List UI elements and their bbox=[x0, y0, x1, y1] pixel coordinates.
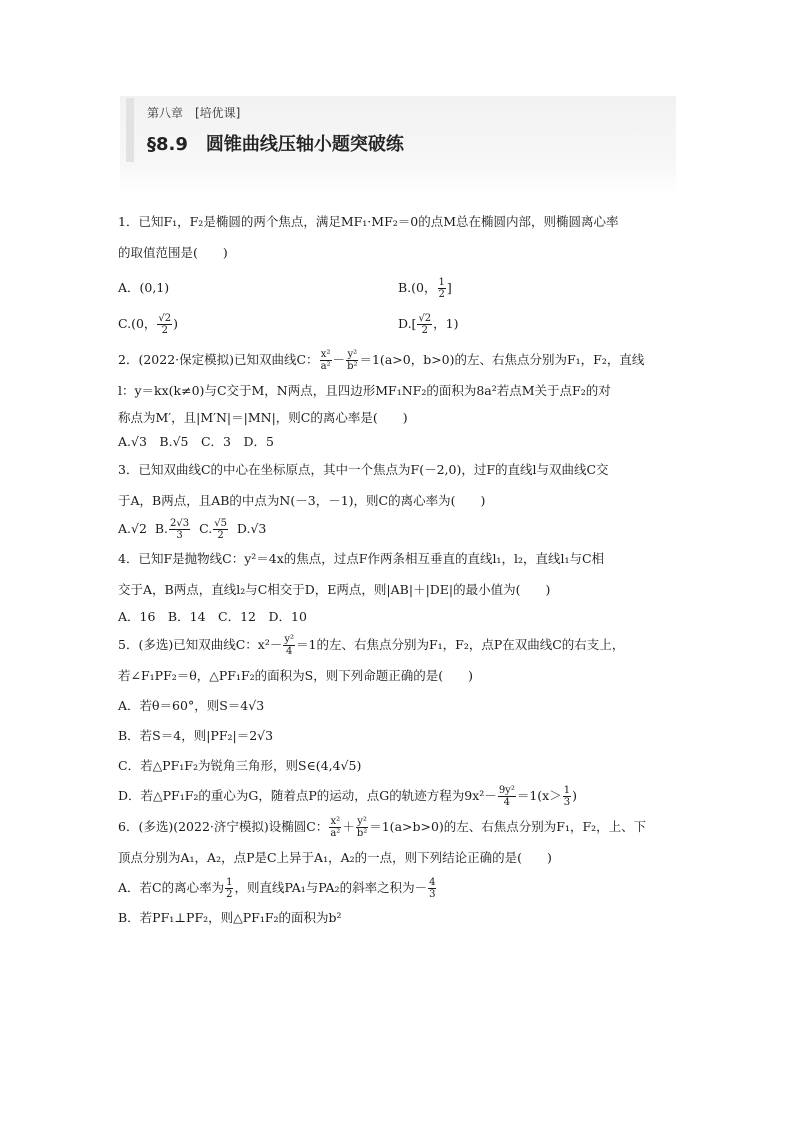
fraction-denominator: 3 bbox=[176, 530, 183, 541]
fraction-denominator: b² bbox=[356, 828, 368, 839]
option-d-suffix: ) bbox=[572, 788, 577, 803]
question-1-options bbox=[118, 270, 678, 342]
question-2 bbox=[118, 346, 678, 452]
fraction-denominator: 4 bbox=[285, 646, 293, 657]
option-c-prefix: C.(0， bbox=[118, 316, 157, 331]
question-4 bbox=[118, 545, 678, 627]
fraction-numerator: 4 bbox=[429, 877, 436, 888]
question-2-stem-suffix: ＝1(a>0，b>0)的左、右焦点分别为F₁，F₂，直线 bbox=[359, 352, 645, 367]
fraction-y2-b2 bbox=[356, 816, 368, 839]
fraction-1-3 bbox=[563, 785, 571, 808]
fraction-numerator: y² bbox=[284, 634, 295, 645]
option-a: A.√2 bbox=[118, 521, 147, 536]
question-5-stem-line-1 bbox=[118, 631, 678, 658]
option-c: C．若△PF₁F₂为锐角三角形，则S∈(4,4√5) bbox=[118, 758, 362, 773]
fraction-denominator: a² bbox=[330, 828, 341, 839]
option-d-prefix: D．若△PF₁F₂的重心为G，随着点P的运动，点G的轨迹方程为9x²－ bbox=[118, 788, 497, 803]
option-c-fraction bbox=[213, 518, 228, 541]
question-4-stem-line-1: 4．已知F是抛物线C：y²＝4x的焦点，过点F作两条相互垂直的直线l₁，l₂，直线l₁与C相 bbox=[118, 551, 605, 566]
question-3-stem-line-2: 于A，B两点，且AB的中点为N(－3，－1)，则C的离心率为( ) bbox=[118, 493, 486, 508]
question-4-stem-line-2: 交于A，B两点，直线l₂与C相交于D，E两点，则|AB|＋|DE|的最小值为( ) bbox=[118, 582, 551, 597]
fraction-numerator: y² bbox=[347, 349, 358, 360]
header-accent-bar bbox=[126, 98, 134, 162]
question-2-stem-prefix: 2．(2022·保定模拟)已知双曲线C： bbox=[118, 352, 319, 367]
option-c-prefix: C. bbox=[199, 521, 213, 536]
question-3-stem-line-1: 3．已知双曲线C的中心在坐标原点，其中一个焦点为F(－2,0)，过F的直线l与双曲线C交 bbox=[118, 462, 609, 477]
fraction-x2-a2 bbox=[320, 349, 332, 372]
option-b-fraction bbox=[438, 277, 446, 300]
fraction-denominator: 3 bbox=[563, 797, 571, 808]
fraction-numerator: √2 bbox=[158, 312, 172, 324]
fraction-numerator: x² bbox=[320, 349, 331, 360]
question-5-stem-line-2: 若∠F₁PF₂＝θ，△PF₁F₂的面积为S，则下列命题正确的是( ) bbox=[118, 668, 473, 683]
option-d: D.√3 bbox=[236, 521, 267, 536]
question-1-stem-line-2: 的取值范围是( ) bbox=[118, 245, 228, 260]
fraction-4-3 bbox=[428, 877, 436, 900]
fraction-y2-4 bbox=[283, 634, 295, 657]
option-c-fraction bbox=[157, 313, 172, 336]
fraction-numerator: √2 bbox=[418, 312, 432, 324]
option-b-fraction bbox=[169, 518, 190, 541]
question-2-stem-line-3: 称点为M′，且|M′N|＝|MN|，则C的离心率是( ) bbox=[118, 410, 408, 425]
option-b: B．若S＝4，则|PF₂|＝2√3 bbox=[118, 728, 274, 743]
option-c-suffix: ) bbox=[173, 316, 179, 331]
fraction-numerator: 1 bbox=[226, 877, 233, 888]
option-b-prefix: B. bbox=[154, 521, 169, 536]
option-b bbox=[398, 270, 678, 306]
plus-sign: ＋ bbox=[342, 819, 355, 834]
question-1-stem-line-1: 1．已知F₁，F₂是椭圆的两个焦点，满足MF₁·MF₂＝0的点M总在椭圆内部，则椭圆离心率 bbox=[118, 214, 619, 229]
question-list bbox=[118, 208, 678, 935]
question-1 bbox=[118, 208, 678, 342]
fraction-numerator: √5 bbox=[214, 518, 227, 529]
question-3 bbox=[118, 456, 678, 541]
question-6-stem-prefix: 6．(多选)(2022·济宁模拟)设椭圆C： bbox=[118, 819, 329, 834]
question-5 bbox=[118, 631, 678, 809]
fraction-1-2 bbox=[225, 877, 233, 900]
fraction-x2-a2 bbox=[329, 816, 341, 839]
question-3-options bbox=[118, 518, 678, 541]
page-title: §8.9 圆锥曲线压轴小题突破练 bbox=[147, 134, 404, 155]
fraction-numerator: y² bbox=[357, 816, 367, 827]
question-6-stem-line-1 bbox=[118, 813, 678, 840]
option-a-text: A．(0,1) bbox=[118, 280, 170, 295]
question-6-stem-line-2: 顶点分别为A₁，A₂，点P是C上异于A₁，A₂的一点，则下列结论正确的是( ) bbox=[118, 850, 552, 865]
fraction-denominator: 2 bbox=[226, 889, 233, 900]
question-6-stem-suffix: ＝1(a>b>0)的左、右焦点分别为F₁，F₂，上、下 bbox=[369, 819, 647, 834]
option-a: A．若θ＝60°，则S＝4√3 bbox=[118, 698, 265, 713]
option-d-suffix: ，1) bbox=[433, 316, 459, 331]
option-b-suffix: ] bbox=[446, 280, 452, 295]
option-c bbox=[118, 306, 398, 342]
option-a-middle: ，则直线PA₁与PA₂的斜率之积为－ bbox=[234, 880, 428, 895]
fraction-y2-b2 bbox=[346, 349, 358, 372]
question-2-stem-line-2: l：y＝kx(k≠0)与C交于M，N两点，且四边形MF₁NF₂的面积为8a²若点M关于点F₂的对 bbox=[118, 383, 611, 398]
fraction-numerator: 2√3 bbox=[170, 518, 190, 529]
fraction-numerator: 1 bbox=[438, 276, 445, 288]
option-b-prefix: B.(0， bbox=[398, 280, 437, 295]
fraction-numerator: x² bbox=[330, 816, 341, 827]
option-d bbox=[398, 306, 678, 342]
section-header bbox=[120, 96, 676, 194]
option-d bbox=[118, 783, 678, 809]
fraction-denominator: 2 bbox=[438, 288, 445, 300]
option-a bbox=[118, 875, 678, 901]
option-b: B．若PF₁⊥PF₂，则△PF₁F₂的面积为b² bbox=[118, 910, 342, 925]
fraction-denominator: a² bbox=[320, 361, 331, 372]
fraction-denominator: 2 bbox=[161, 324, 168, 336]
option-d-fraction bbox=[417, 313, 432, 336]
question-5-stem-suffix: ＝1的左、右焦点分别为F₁，F₂，点P在双曲线C的右支上， bbox=[296, 637, 625, 652]
fraction-denominator: b² bbox=[347, 361, 358, 372]
option-d-middle: ＝1(x＞ bbox=[516, 788, 562, 803]
option-d-prefix: D.[ bbox=[398, 316, 417, 331]
question-2-options: A.√3 B.√5 C．3 D．5 bbox=[118, 434, 274, 449]
option-a bbox=[118, 270, 398, 306]
question-5-stem-prefix: 5．(多选)已知双曲线C：x²－ bbox=[118, 637, 283, 652]
chapter-label: 第八章 [培优课] bbox=[147, 106, 241, 120]
fraction-denominator: 2 bbox=[421, 324, 428, 336]
option-a-prefix: A．若C的离心率为 bbox=[118, 880, 225, 895]
question-4-options: A．16 B．14 C．12 D．10 bbox=[118, 609, 307, 624]
question-2-stem-line-1 bbox=[118, 346, 678, 373]
fraction-numerator: 9y² bbox=[498, 785, 515, 796]
question-6 bbox=[118, 813, 678, 931]
fraction-numerator: 1 bbox=[563, 785, 571, 796]
fraction-denominator: 2 bbox=[217, 530, 224, 541]
fraction-denominator: 3 bbox=[429, 889, 436, 900]
fraction-denominator: 4 bbox=[503, 797, 511, 808]
minus-sign: － bbox=[332, 352, 346, 367]
fraction-9y2-4 bbox=[498, 785, 516, 808]
